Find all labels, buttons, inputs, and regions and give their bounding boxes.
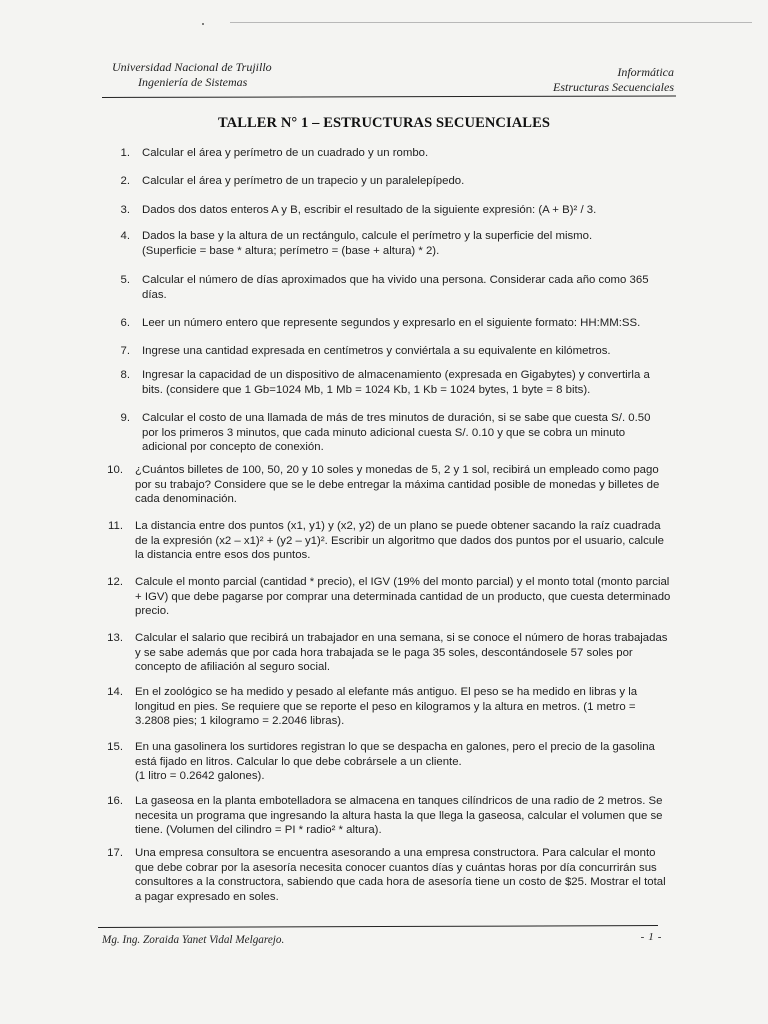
exercise-number: 16. [107, 795, 123, 807]
university-name: Universidad Nacional de Trujillo [112, 60, 272, 74]
exercise-text: En el zoológico se ha medido y pesado al elefante más antiguo. El peso se ha medido en libras y la longitud en pies. Se requiere que se reporte el peso en kilogramos y la altura en metros. (1 metro = 3.2808 pies; 1 kilogramo = 2.2046 libras). [135, 686, 638, 727]
exercise-number: 4. [120, 230, 130, 242]
exercise-item [99, 463, 672, 507]
document-footer [102, 931, 662, 954]
document-title: TALLER N° 1 – ESTRUCTURAS SECUENCIALES [217, 115, 551, 131]
exercise-text: Calcular el costo de una llamada de más de tres minutos de duración, si se sabe que cuesta S/. 0.50 por los primeros 3 minutos, que cada minuto adicional cuesta S/. 0.10 y que se cobra un minuto adicional por concepto de conexión. [142, 412, 651, 453]
course-name: Informática [617, 65, 674, 79]
school-name: Ingeniería de Sistemas [138, 75, 248, 89]
exercise-number: 11. [108, 520, 123, 532]
exercise-item [99, 631, 672, 675]
author-name: Mg. Ing. Zoraida Yanet Vidal Melgarejo. [102, 934, 285, 946]
exercise-text: Calcular el área y perímetro de un trapecio y un paralelepípedo. [142, 175, 465, 187]
exercise-text: Dados dos datos enteros A y B, escribir el resultado de la siguiente expresión: (A + B)² / 3. [142, 204, 597, 216]
exercise-item [106, 229, 666, 258]
exercise-item [99, 575, 672, 619]
exercise-item [106, 411, 670, 455]
exercise-text: Calcular el número de días aproximados que ha vivido una persona. Considerar cada año como 365 días. [142, 274, 649, 301]
exercise-item [99, 685, 672, 729]
exercise-number: 8. [120, 369, 130, 381]
exercise-number: 17. [107, 847, 123, 859]
exercise-number: 2. [120, 175, 130, 187]
exercise-text: La distancia entre dos puntos (x1, y1) y (x2, y2) de un plano se puede obtener sacando la raíz cuadrada de la expresión (x2 – x1)² + (y2 – y1)². Escribir un algoritmo que dados dos puntos por el usuario, calcule la distancia entre esos dos puntos. [135, 520, 664, 561]
exercise-number: 9. [120, 412, 130, 424]
exercise-number: 6. [120, 317, 130, 329]
exercise-number: 3. [120, 204, 130, 216]
exercise-item [99, 794, 672, 838]
topic-name: Estructuras Secuenciales [553, 80, 674, 94]
exercise-item [106, 273, 670, 302]
exercise-item [99, 519, 672, 563]
exercise-number: 12. [107, 576, 123, 588]
exercise-number: 13. [107, 632, 123, 644]
exercise-text: ¿Cuántos billetes de 100, 50, 20 y 10 soles y monedas de 5, 2 y 1 sol, recibirá un empleado como pago por su trabajo? Considere que se le debe entregar la máxima cantidad posible de monedas y billetes de cada denominación. [135, 464, 660, 505]
exercise-number: 1. [120, 147, 130, 159]
exercise-item [106, 203, 666, 218]
exercise-item [106, 146, 666, 161]
exercise-text: La gaseosa en la planta embotelladora se almacena en tanques cilíndricos de una radio de 2 metros. Se necesita un programa que ingresando la altura hasta la que llega la gaseosa, calcular el volumen que se tiene. (Volumen del cilindro = PI * radio² * altura). [135, 795, 663, 836]
exercise-text: En una gasolinera los surtidores registran lo que se despacha en galones, pero el precio de la gasolina está fijado en litros. Calcular lo que debe cobrársele a un cliente. (1 litro = 0.2642 galones). [135, 741, 655, 782]
exercise-text: Calcular el salario que recibirá un trabajador en una semana, si se conoce el número de horas trabajadas y se sabe además que por cada hora trabajada se le paga 35 soles, descontándosele 57 soles por concepto de afiliación al seguro social. [135, 632, 668, 673]
exercise-number: 5. [120, 274, 130, 286]
exercise-item [106, 316, 670, 331]
exercise-text: Calcule el monto parcial (cantidad * precio), el IGV (19% del monto parcial) y el monto total (monto parcial + IGV) que debe pagarse por comprar una determinada cantidad de un producto, que cuesta determinado precio. [135, 576, 671, 617]
exercise-text: Calcular el área y perímetro de un cuadrado y un rombo. [142, 147, 429, 159]
exercise-item [106, 344, 670, 359]
exercise-item [106, 368, 670, 397]
exercise-number: 14. [107, 686, 123, 698]
exercise-number: 15. [107, 741, 123, 753]
page-number: - 1 - [640, 931, 662, 943]
exercise-text: Una empresa consultora se encuentra asesorando a una empresa constructora. Para calcular el monto que debe cobrar por la asesoría necesita conocer cuantos días y cuántas horas por día concurrirán sus consultores a la constructora, sabiendo que cada hora de asesoría tiene un costo de $25. Mostrar el total a pagar expresado en soles. [135, 847, 666, 903]
exercise-item [106, 174, 666, 189]
exercise-text: Leer un número entero que represente segundos y expresarlo en el siguiente formato: HH:MM:SS. [142, 317, 641, 329]
exercise-text: Ingrese una cantidad expresada en centímetros y conviértala a su equivalente en kilómetros. [142, 345, 611, 357]
exercise-number: 10. [107, 464, 123, 476]
exercise-item [99, 740, 672, 784]
exercise-item [99, 846, 672, 904]
exercise-number: 7. [120, 345, 130, 357]
exercise-text: Dados la base y la altura de un rectángulo, calcule el perímetro y la superficie del mismo. (Superficie = base * altura; perímetro = (base + altura) * 2). [142, 230, 593, 257]
exercise-text: Ingresar la capacidad de un dispositivo de almacenamiento (expresada en Gigabytes) y convertirla a bits. (considere que 1 Gb=1024 Mb, 1 Mb = 1024 Kb, 1 Kb = 1024 bytes, 1 byte = 8 bits). [142, 369, 650, 396]
